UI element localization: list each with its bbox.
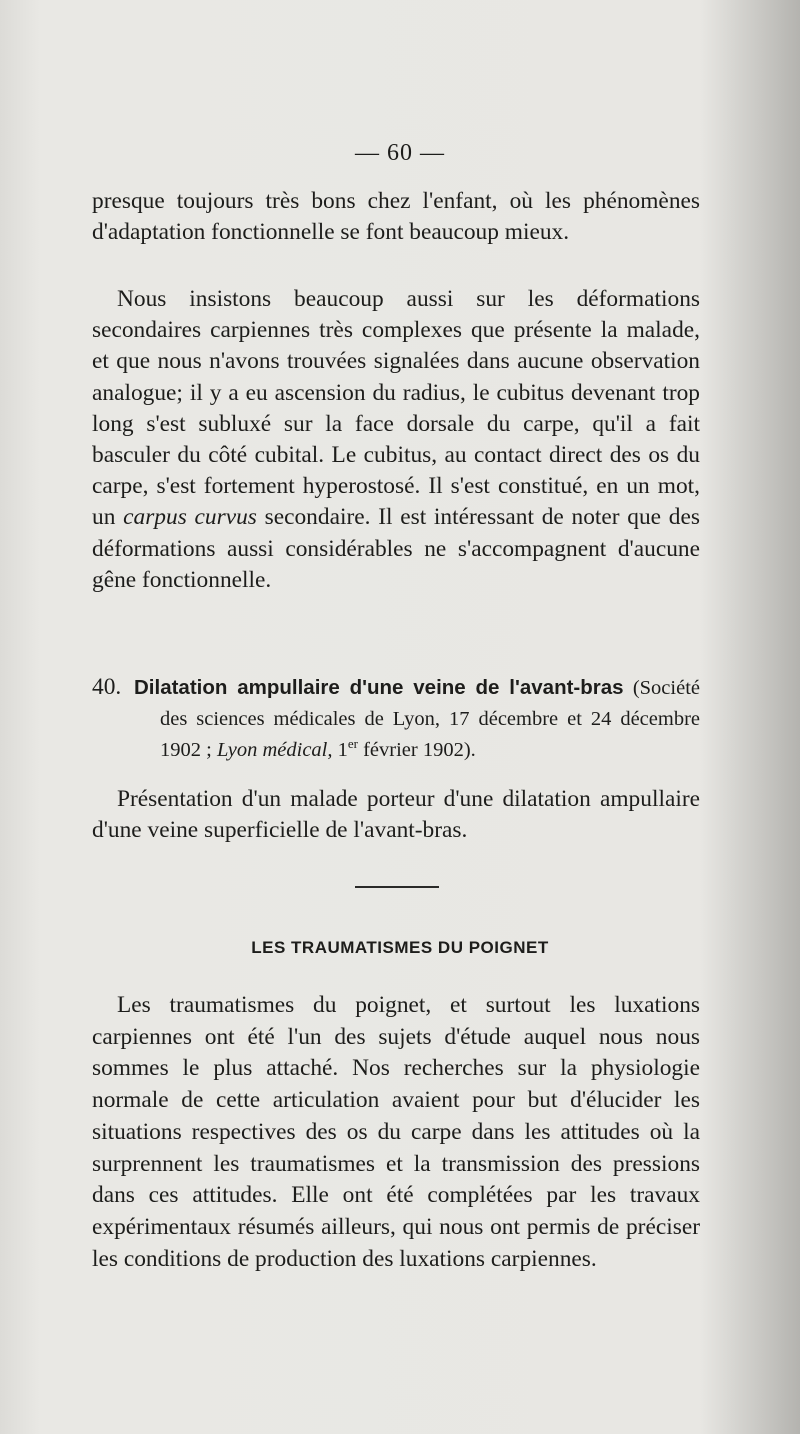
entry-source-a: (Société des sciences médicales de Lyon, 17 décembre et 24 décembre 1902 ; (160, 677, 700, 762)
entry-day: 1 (337, 739, 348, 762)
paragraph-deformations-text-b: secondaire. Il est intéressant de noter que des déformations aussi considérables ne s'accompagnent d'aucune gêne fonctionnelle. (92, 504, 700, 593)
entry-day-suffix: er (347, 736, 358, 752)
paragraph-continuation: presque toujours très bons chez l'enfant, où les phénomènes d'adaptation fonctionnelle se font beaucoup mieux. (92, 188, 700, 246)
bibliography-entry (92, 672, 700, 767)
entry-body (134, 672, 700, 767)
entry-source-b: février 1902). (363, 739, 476, 762)
section-heading: LES TRAUMATISMES DU POIGNET (251, 938, 549, 957)
paragraph-traumatismes: Les traumatismes du poignet, et surtout les luxations carpiennes ont été l'un des sujets d'étude auquel nous nous sommes le plus attaché. Nos recherches sur la physiologie normale de cette articulation avaient pour but d'élucider les situations respectives des os du carpe dans les attitudes où la surprennent les traumatismes et la transmission des pressions dans ces attitudes. Elle ont été complétées par les travaux expérimentaux résumés ailleurs, qui nous ont permis de préciser les conditions de production des luxations carpiennes. (92, 992, 700, 1272)
paragraph-presentation: Présentation d'un malade porteur d'une dilatation ampullaire d'une veine superficielle de l'avant-bras. (92, 786, 700, 844)
page-number: — 60 — (355, 140, 445, 166)
entry-title: Dilatation ampullaire d'une veine de l'avant-bras (134, 676, 624, 699)
paragraph-deformations (92, 284, 700, 596)
section-divider (355, 886, 439, 888)
paragraph-deformations-text-a: Nous insistons beaucoup aussi sur les déformations secondaires carpiennes très complexes que présente la malade, et que nous n'avons trouvées signalées dans aucune observation analogue; il y a eu ascension du radius, le cubitus devenant trop long s'est subluxé sur la face dorsale du carpe, qu'il a fait basculer du côté cubital. Le cubitus, au contact direct des os du carpe, s'est fortement hyperostosé. Il s'est constitué, en un mot, un (92, 286, 700, 531)
entry-number: 40. (92, 674, 122, 700)
carpus-curvus-term: carpus curvus (123, 504, 257, 531)
entry-journal: Lyon médical, (216, 739, 333, 762)
